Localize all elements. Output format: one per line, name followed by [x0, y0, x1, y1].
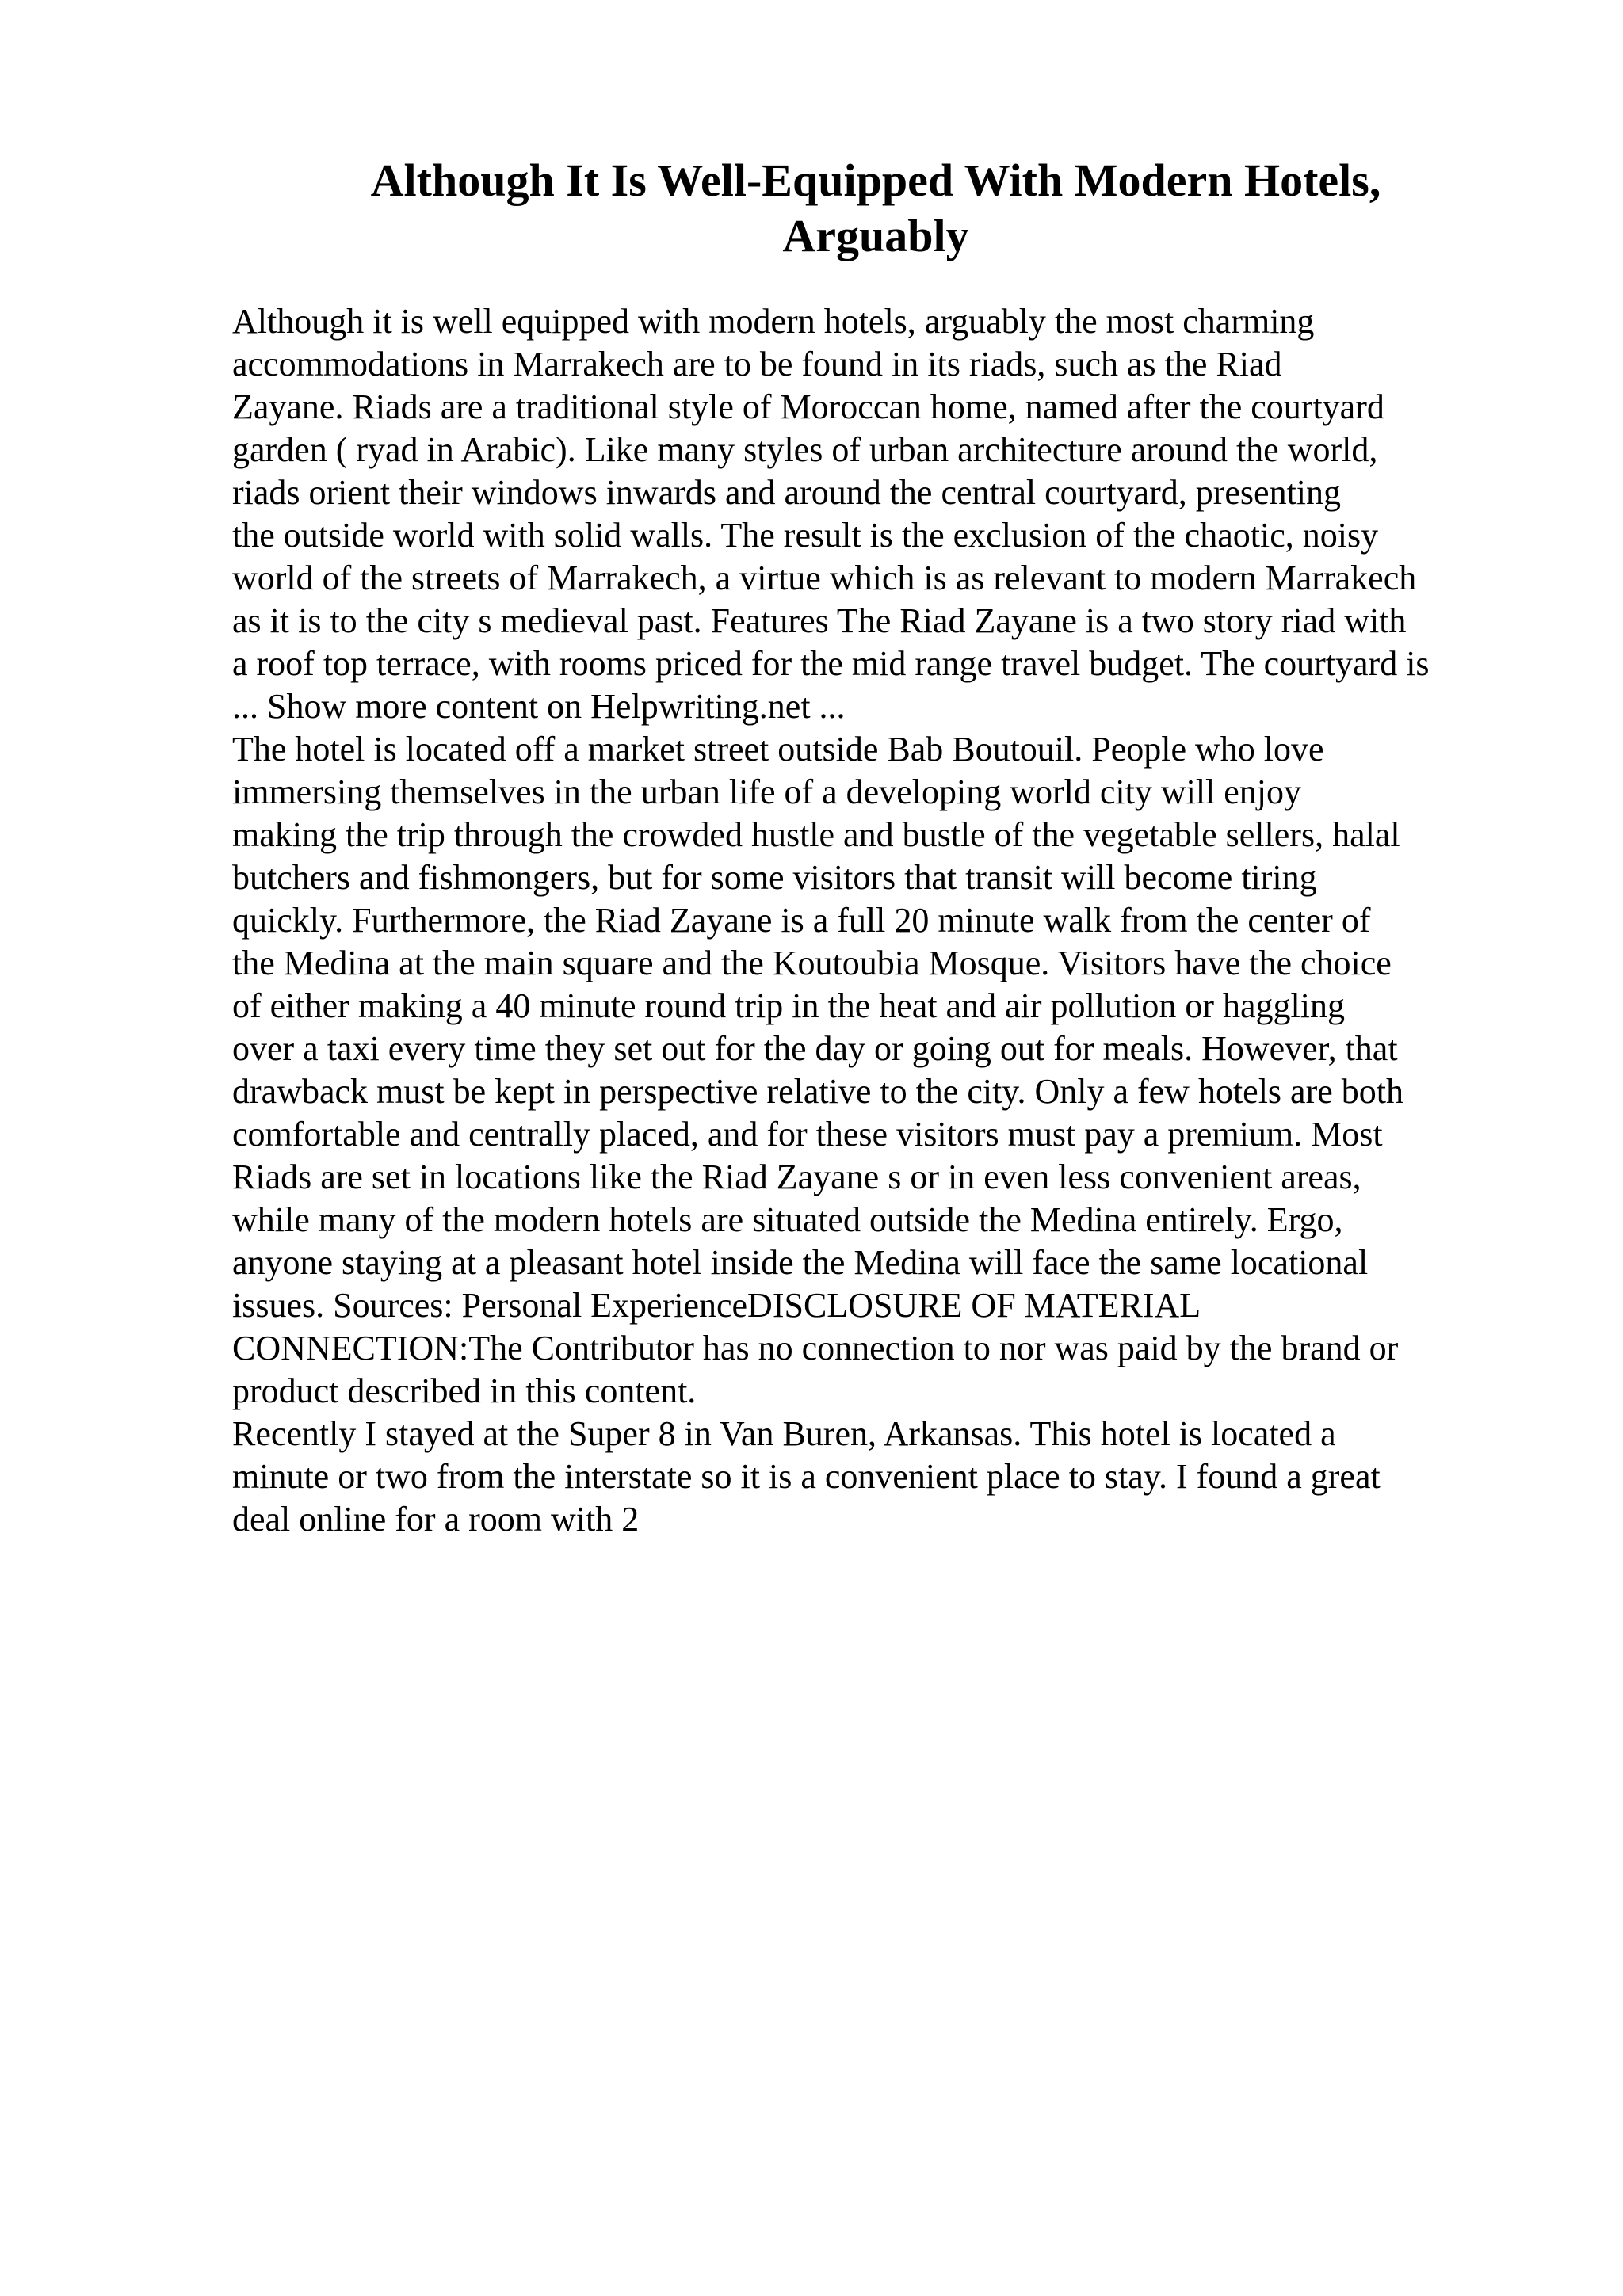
paragraph-hotel-location [232, 728, 1516, 1413]
text-line: drawback must be kept in perspective relative to the city. Only a few hotels are both [232, 1072, 1403, 1111]
title-line: Arguably [782, 210, 969, 261]
text-line: issues. Sources: Personal ExperienceDISCLOSURE OF MATERIAL [232, 1286, 1201, 1325]
text-line: while many of the modern hotels are situated outside the Medina entirely. Ergo, [232, 1200, 1343, 1239]
text-line: product described in this content. [232, 1371, 697, 1410]
show-more-text: ... Show more content on Helpwriting.net ... [232, 687, 846, 726]
text-line: the outside world with solid walls. The result is the exclusion of the chaotic, noisy [232, 516, 1379, 555]
document-title [234, 153, 1518, 264]
text-line: comfortable and centrally placed, and for these visitors must pay a premium. Most [232, 1115, 1383, 1154]
text-line: over a taxi every time they set out for the day or going out for meals. However, that [232, 1029, 1398, 1068]
text-line: of either making a 40 minute round trip in the heat and air pollution or haggling [232, 986, 1346, 1025]
paragraph-riad-zayane-intro [232, 300, 1516, 728]
text-line: making the trip through the crowded hustle and bustle of the vegetable sellers, halal [232, 815, 1400, 854]
text-line: The hotel is located off a market street outside Bab Boutouil. People who love [232, 730, 1324, 769]
text-line: garden ( ryad in Arabic). Like many styles of urban architecture around the world, [232, 430, 1378, 469]
text-line: world of the streets of Marrakech, a virtue which is as relevant to modern Marrakech [232, 559, 1417, 597]
text-line: riads orient their windows inwards and around the central courtyard, presenting [232, 473, 1342, 512]
text-line: butchers and fishmongers, but for some visitors that transit will become tiring [232, 858, 1317, 897]
text-line: the Medina at the main square and the Koutoubia Mosque. Visitors have the choice [232, 944, 1392, 982]
text-line: Although it is well equipped with modern hotels, arguably the most charming [232, 302, 1315, 341]
text-line: quickly. Furthermore, the Riad Zayane is a full 20 minute walk from the center of [232, 901, 1371, 940]
text-line: immersing themselves in the urban life of a developing world city will enjoy [232, 772, 1302, 811]
text-line: deal online for a room with 2 [232, 1500, 640, 1539]
text-line: minute or two from the interstate so it is a convenient place to stay. I found a great [232, 1457, 1381, 1496]
title-line: Although It Is Well-Equipped With Modern Hotels, [370, 154, 1381, 206]
text-line: a roof top terrace, with rooms priced for the mid range travel budget. The courtyard is [232, 644, 1430, 683]
text-line: Riads are set in locations like the Riad Zayane s or in even less convenient areas, [232, 1158, 1361, 1196]
text-line: accommodations in Marrakech are to be found in its riads, such as the Riad [232, 345, 1282, 383]
paragraph-super-8 [232, 1413, 1516, 1541]
text-line: Zayane. Riads are a traditional style of Moroccan home, named after the courtyard [232, 387, 1384, 426]
document-body [232, 300, 1516, 1541]
text-line: anyone staying at a pleasant hotel inside the Medina will face the same locational [232, 1243, 1369, 1282]
text-line: CONNECTION:The Contributor has no connection to nor was paid by the brand or [232, 1329, 1399, 1367]
text-line: Recently I stayed at the Super 8 in Van Buren, Arkansas. This hotel is located a [232, 1414, 1336, 1453]
text-line: as it is to the city s medieval past. Features The Riad Zayane is a two story riad with [232, 601, 1407, 640]
